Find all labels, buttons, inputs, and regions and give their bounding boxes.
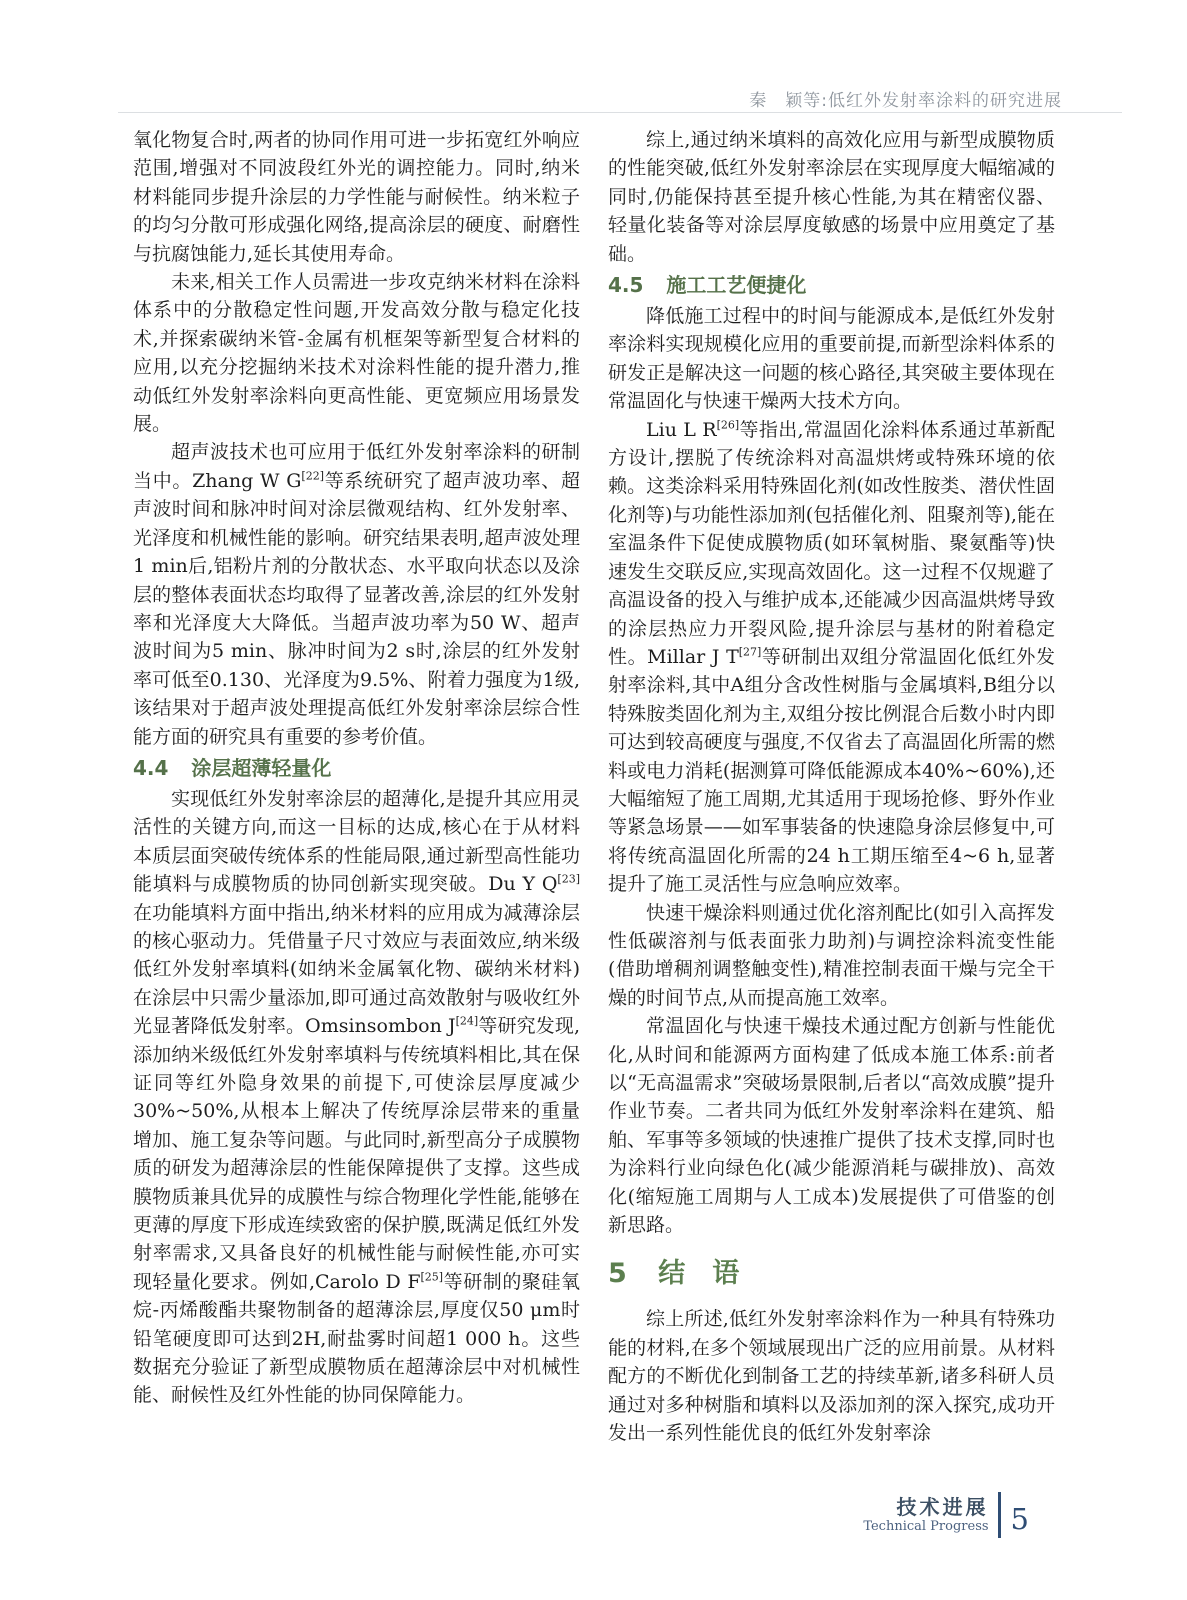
paragraph-ultrasonic: 超声波技术也可应用于低红外发射率涂料的研制当中。Zhang W G[22]等系统研究了超声波功率、超声波时间和脉冲时间对涂层微观结构、红外发射率、光泽度和机械性能的影响。研究结果表明,超声波处理1 min后,铝粉片剂的分散状态、水平取向状态以及涂层的整体表面状态均取得了显著改善,涂层的红外发射率和光泽度大大降低。当超声波功率为50 W、超声波时间为5 min、脉冲时间为2 s时,涂层的红外发射率可低至0.130、光泽度为9.5%、附着力强度为1级,该结果对于超声波处理提高低红外发射率涂层综合性能方面的研究具有重要的参考价值。 xyxy=(133,441,580,748)
left-column xyxy=(133,126,580,1410)
content-columns xyxy=(133,126,1055,1447)
section-title: 涂层超薄轻量化 xyxy=(191,755,332,780)
section-heading-4-5 xyxy=(608,270,1055,300)
footer-section-labels xyxy=(863,1495,988,1535)
running-title: 秦 颖等:低红外发射率涂料的研究进展 xyxy=(749,91,1062,111)
footer-section-en: Technical Progress xyxy=(863,1519,989,1534)
page-footer xyxy=(863,1492,1029,1538)
paragraph-fast-drying: 快速干燥涂料则通过优化溶剂配比(如引入高挥发性低碳溶剂与低表面张力助剂)与调控涂料流变性能(借助增稠剂调整触变性),精准控制表面干燥与完全干燥的时间节点,从而提高施工效率。 xyxy=(608,901,1055,1009)
paragraph-conclusion: 综上所述,低红外发射率涂料作为一种具有特殊功能的材料,在多个领域展现出广泛的应用前景。从材料配方的不断优化到制备工艺的持续革新,诸多科研人员通过对多种树脂和填料以及添加剂的深入探究,成功开发出一系列性能优良的低红外发射率涂 xyxy=(608,1308,1055,1445)
footer-section-cn: 技术进展 xyxy=(896,1495,989,1519)
paragraph-summary-thin: 综上,通过纳米填料的高效化应用与新型成膜物质的性能突破,低红外发射率涂层在实现厚度大幅缩减的同时,仍能保持甚至提升核心性能,为其在精密仪器、轻量化装备等对涂层厚度敏感的场景中应用奠定了基础。 xyxy=(608,129,1055,265)
paragraph-ultrathin: 实现低红外发射率涂层的超薄化,是提升其应用灵活性的关键方向,而这一目标的达成,核心在于从材料本质层面突破传统体系的性能局限,通过新型高性能功能填料与成膜物质的协同创新实现突破。Du Y Q[23]在功能填料方面中指出,纳米材料的应用成为减薄涂层的核心驱动力。凭借量子尺寸效应与表面效应,纳米级低红外发射率填料(如纳米金属氧化物、碳纳米材料)在涂层中只需少量添加,即可通过高效散射与吸收红外光显著降低发射率。Omsinsombon J[24]等研究发现,添加纳米级低红外发射率填料与传统填料相比,其在保证同等红外隐身效果的前提下,可使涂层厚度减少30%~50%,从根本上解决了传统厚涂层带来的重量增加、施工复杂等问题。与此同时,新型高分子成膜物质的研发为超薄涂层的性能保障提供了支撑。这些成膜物质兼具优异的成膜性与综合物理化学性能,能够在更薄的厚度下形成连续致密的保护膜,既满足低红外发射率需求,又具备良好的机械性能与耐候性能,亦可实现轻量化要求。例如,Carolo D F[25]等研制的聚硅氧烷-丙烯酸酯共聚物制备的超薄涂层,厚度仅50 μm时铅笔硬度即可达到2H,耐盐雾时间超1 000 h。这些数据充分验证了新型成膜物质在超薄涂层中对机械性能、耐候性及红外性能的协同保障能力。 xyxy=(133,787,580,1407)
section-title: 施工工艺便捷化 xyxy=(666,273,807,298)
paragraph-oxide-composite: 氧化物复合时,两者的协同作用可进一步拓宽红外响应范围,增强对不同波段红外光的调控能力。同时,纳米材料能同步提升涂层的力学性能与耐候性。纳米粒子的均匀分散可形成强化网络,提高涂层的硬度、耐磨性与抗腐蚀能力,延长其使用寿命。 xyxy=(133,129,580,265)
paragraph-combined-techniques: 常温固化与快速干燥技术通过配方创新与性能优化,从时间和能源两方面构建了低成本施工体系:前者以“无高温需求”突破场景限制,后者以“高效成膜”提升作业节奏。二者共同为低红外发射率涂料在建筑、船舶、军事等多领域的快速推广提供了技术支撑,同时也为涂料行业向绿色化(减少能源消耗与碳排放)、高效化(缩短施工周期与人工成本)发展提供了可借鉴的创新思路。 xyxy=(608,1015,1055,1237)
paragraph-construction-cost: 降低施工过程中的时间与能源成本,是低红外发射率涂料实现规模化应用的重要前提,而新型涂料体系的研发正是解决这一问题的核心路径,其突破主要体现在常温固化与快速干燥两大技术方向。 xyxy=(608,305,1055,413)
section-number: 5 xyxy=(608,1258,627,1290)
paragraph-liu-room-temp-cure: Liu L R[26]等指出,常温固化涂料体系通过革新配方设计,摆脱了传统涂料对高温烘烤或特殊环境的依赖。这类涂料采用特殊固化剂(如改性胺类、潜伏性固化剂等)与功能性添加剂(包括催化剂、阻聚剂等),能在室温条件下促使成膜物质(如环氧树脂、聚氨酯等)快速发生交联反应,实现高效固化。这一过程不仅规避了高温设备的投入与维护成本,还能减少因高温烘烤导致的涂层热应力开裂风险,提升涂层与基材的附着稳定性。Millar J T[27]等研制出双组分常温固化低红外发射率涂料,其中A组分含改性树脂与金属填料,B组分以特殊胺类固化剂为主,双组分按比例混合后数小时内即可达到较高硬度与强度,不仅省去了高温固化所需的燃料或电力消耗(据测算可降低能源成本40%~60%),还大幅缩短了施工周期,尤其适用于现场抢修、野外作业等紧急场景——如军事装备的快速隐身涂层修复中,可将传统高温固化所需的24 h工期压缩至4~6 h,显著提升了施工灵活性与应急响应效率。 xyxy=(608,418,1055,896)
header-rule xyxy=(118,112,1122,113)
section-number: 4.5 xyxy=(608,273,644,298)
section-heading-4-4 xyxy=(133,753,580,783)
section-title: 结 语 xyxy=(658,1258,740,1290)
section-number: 4.4 xyxy=(133,755,169,780)
section-heading-5-conclusion xyxy=(608,1257,1055,1291)
page-number: 5 xyxy=(1010,1502,1029,1536)
paragraph-future-work: 未来,相关工作人员需进一步攻克纳米材料在涂料体系中的分散稳定性问题,开发高效分散与稳定化技术,并探索碳纳米管-金属有机框架等新型复合材料的应用,以充分挖掘纳米技术对涂料性能的提升潜力,推动低红外发射率涂料向更高性能、更宽频应用场景发展。 xyxy=(133,271,580,436)
running-header xyxy=(749,86,1062,111)
right-column xyxy=(608,126,1055,1447)
footer-divider-bar xyxy=(998,1492,1001,1538)
